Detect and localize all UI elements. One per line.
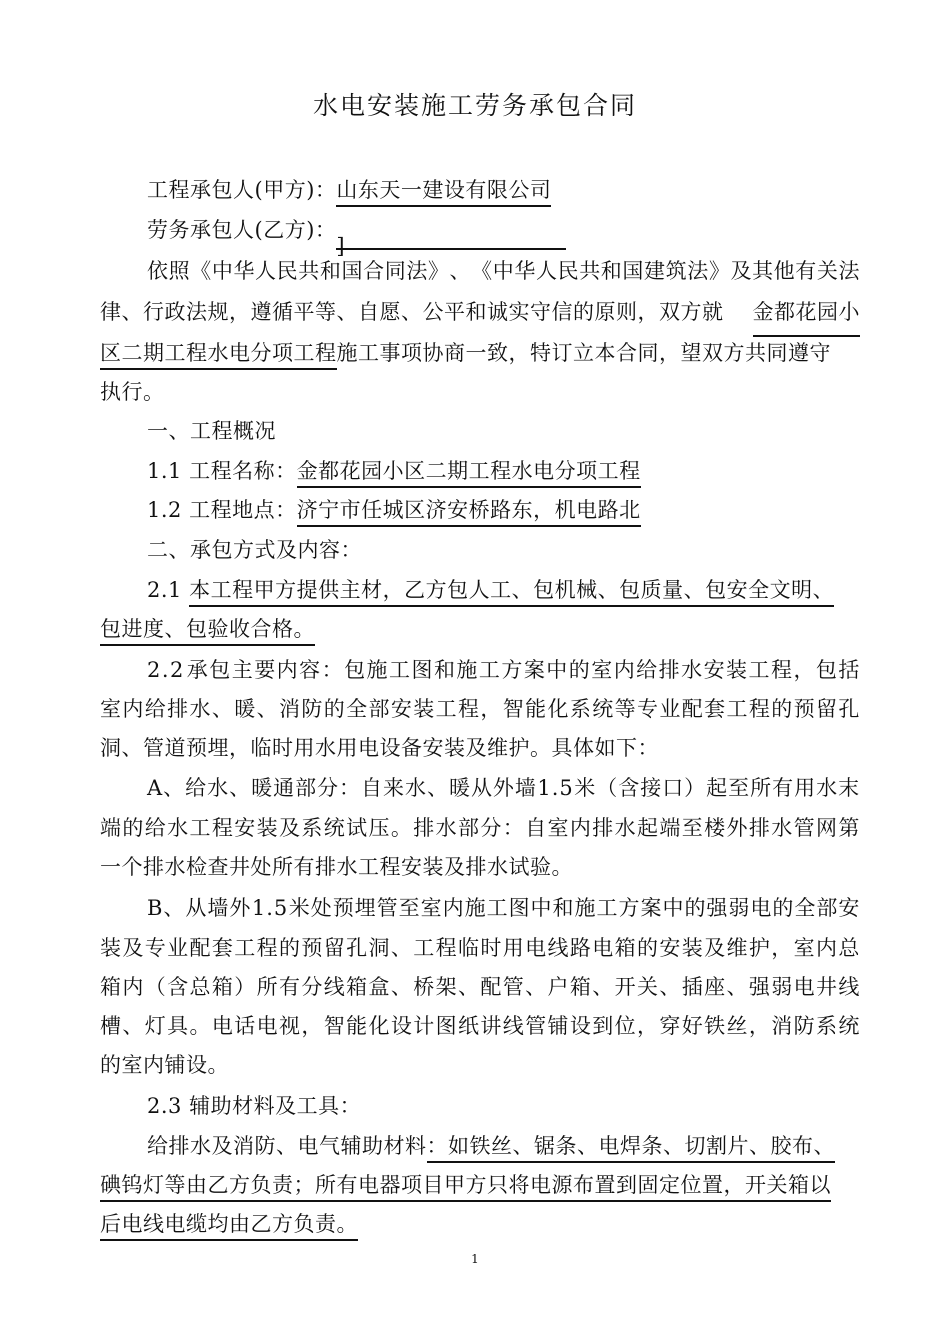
item-2-3-heading: 2.3 辅助材料及工具： [147, 1094, 362, 1118]
aux-line-2 [100, 1165, 860, 1205]
item-1-1-value: 金都花园小区二期工程水电分项工程 [297, 459, 641, 488]
intro-line-4: 执行。 [100, 380, 165, 404]
item-1-2-label: 1.2 工程地点： [147, 498, 297, 522]
intro-text: 施工事项协商一致，特订立本合同，望双方共同遵守 [336, 341, 831, 365]
part-a-line-2: 端 的 给 水 工 程 安 装 及 系 统 试 压 。 排 水 部 分 ： 自 室 内 排 水 起 端 至 楼 外 排 水 管 网 第 [100, 816, 860, 840]
project-name-part2: 区二期工程水电分项工程 [100, 341, 337, 370]
intro-line-3 [100, 333, 860, 373]
section-2-heading: 二、承包方式及内容： [147, 538, 362, 562]
intro-line-2 [100, 292, 860, 337]
item-2-2-line-2: 室 内 给 排 水 、 暖 、 消 防 的 全 部 安 装 工 程 ， 智 能 化 系 统 等 专 业 配 套 工 程 的 预 留 孔 [100, 697, 860, 721]
item-2-2-line-3: 洞、管道预埋，临时用水用电设备安装及维护。具体如下： [100, 736, 659, 760]
item-2-2-line-1: 2 . 2 承 包 主 要 内 容 ： 包 施 工 图 和 施 工 方 案 中 的 室 内 给 排 水 安 装 工 程 ， 包 括 [147, 658, 860, 682]
intro-text: 律、行政法规，遵循平等、自愿、公平和诚实守信的原则，双方就 [100, 300, 724, 324]
page-number: 1 [471, 1252, 479, 1266]
section-1-heading: 一、工程概况 [147, 419, 276, 443]
party-a-value: 山东天一建设有限公司 [336, 178, 551, 207]
item-2-1-line-1 [147, 570, 860, 610]
part-b-line-1: B 、 从 墙 外 1 . 5 米 处 预 埋 管 至 室 内 施 工 图 中 和 施 工 方 案 中 的 强 弱 电 的 全 部 安 [147, 896, 860, 920]
party-b-line [147, 210, 860, 258]
party-b-blank [336, 226, 566, 258]
item-1-2 [147, 490, 860, 530]
aux-underlined-text: 后电线电缆均由乙方负责。 [100, 1212, 358, 1241]
contract-title: 水电安装施工劳务承包合同 [312, 91, 637, 120]
item-2-1-text: 包进度、包验收合格。 [100, 617, 315, 646]
aux-line-3 [100, 1204, 860, 1244]
part-b-line-5: 的室内铺设。 [100, 1053, 229, 1077]
aux-text: 给排水及消防、电气辅助材料 [147, 1134, 427, 1158]
part-a-line-1: A 、 给 水 、 暖 通 部 分 ： 自 来 水 、 暖 从 外 墙 1 . 5 米 （ 含 接 口 ） 起 至 所 有 用 水 末 [147, 776, 860, 800]
item-2-1-line-2 [100, 609, 860, 649]
project-name-part1: 金都花园小 [753, 292, 861, 337]
part-b-line-3: 箱 内 （ 含 总 箱 ） 所 有 分 线 箱 盒 、 桥 架 、 配 管 、 户 箱 、 开 关 、 插 座 、 强 弱 电 井 线 [100, 975, 860, 999]
part-a-line-3: 一个排水检查井处所有排水工程安装及排水试验。 [100, 855, 573, 879]
intro-line-1: 依 照 《 中 华 人 民 共 和 国 合 同 法 》 、 《 中 华 人 民 共 和 国 建 筑 法 》 及 其 他 有 关 法 [147, 259, 860, 283]
part-b-line-4: 槽 、 灯 具 。 电 话 电 视 ， 智 能 化 设 计 图 纸 讲 线 管 铺 设 到 位 ， 穿 好 铁 丝 ， 消 防 系 统 [100, 1014, 860, 1038]
item-1-2-value: 济宁市任城区济安桥路东，机电路北 [297, 498, 641, 527]
item-2-1-text: 本工程甲方提供主材，乙方包人工、包机械、包质量、包安全文明、 [189, 578, 834, 607]
part-b-line-2: 装 及 专 业 配 套 工 程 的 预 留 孔 洞 、 工 程 临 时 用 电 线 路 电 箱 的 安 装 及 维 护 ， 室 内 总 [100, 936, 860, 960]
aux-underlined-text: 碘钨灯等由乙方负责；所有电器项目甲方只将电源布置到固定位置，开关箱以 [100, 1173, 831, 1202]
aux-line-1 [147, 1126, 860, 1166]
party-a-line [147, 170, 860, 210]
party-b-value: ] [336, 234, 346, 258]
aux-underlined-text: ：如铁丝、锯条、电焊条、切割片、胶布、 [427, 1134, 836, 1163]
party-b-label: 劳务承包人(乙方)： [147, 218, 337, 242]
item-1-1 [147, 451, 860, 491]
item-2-1-label: 2.1 [147, 578, 190, 602]
party-a-label: 工程承包人(甲方)： [147, 178, 337, 202]
item-1-1-label: 1.1 工程名称： [147, 459, 297, 483]
